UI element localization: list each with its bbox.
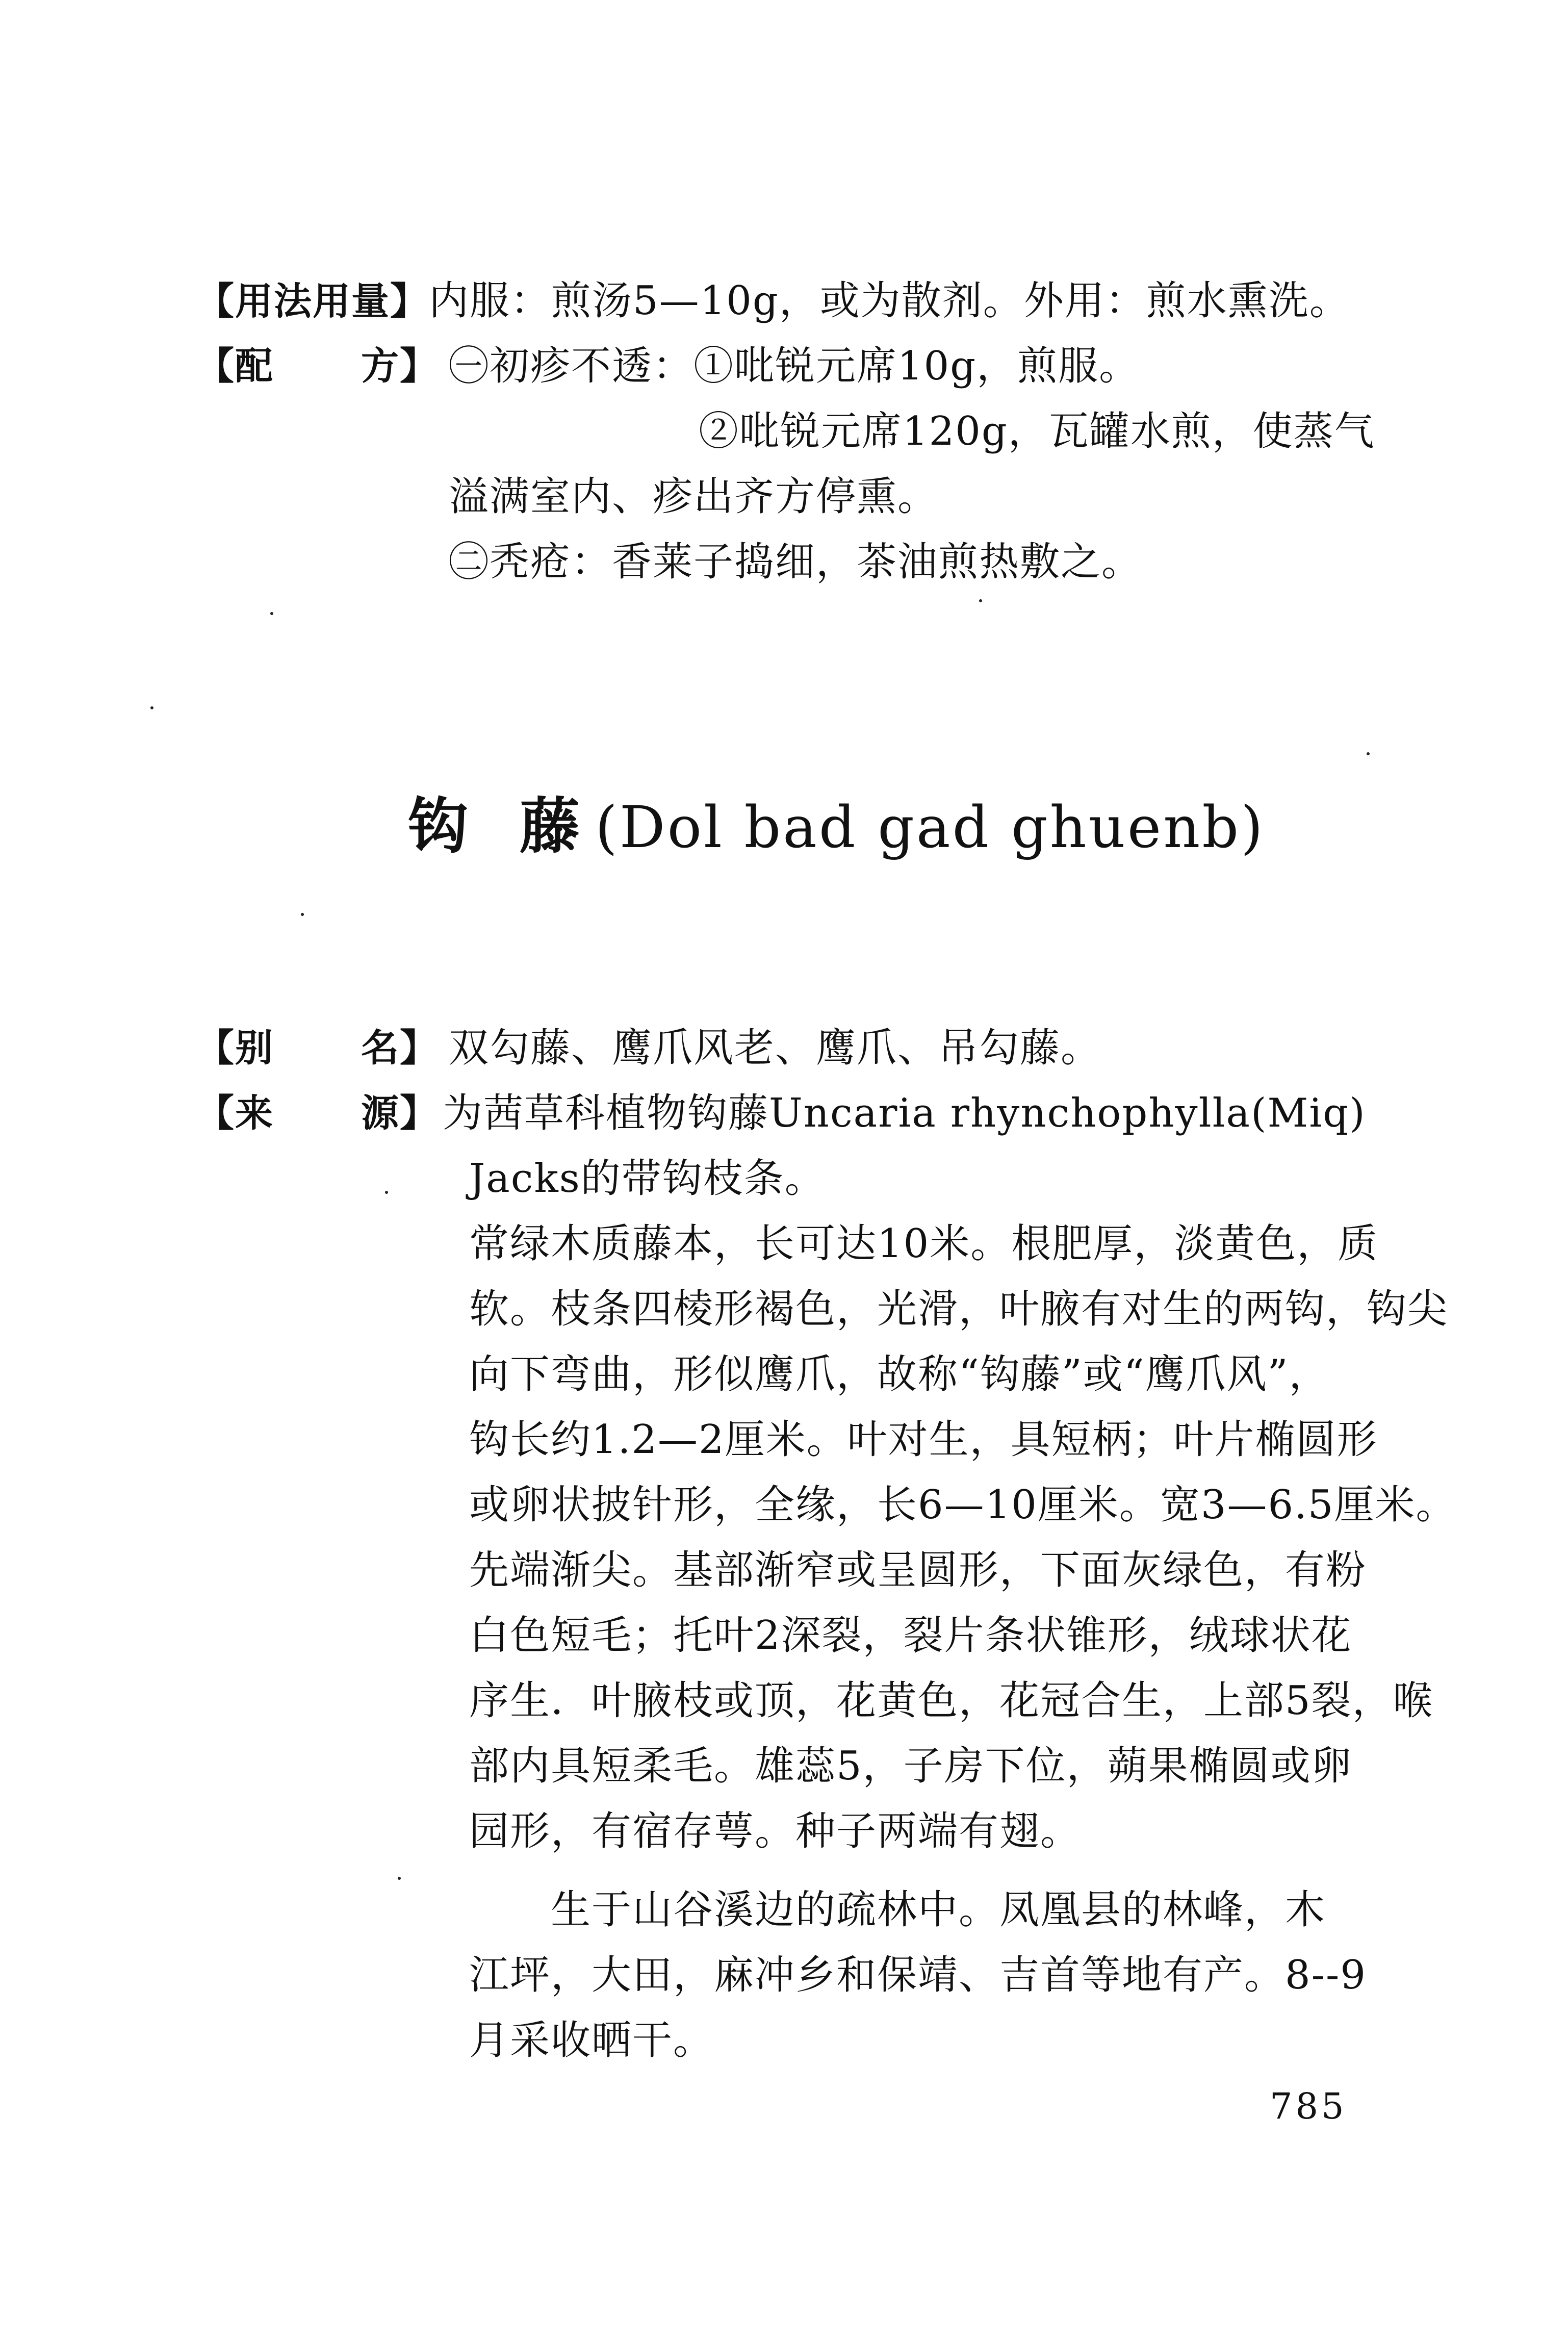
description-line (469, 1741, 1352, 1792)
alias-label-right: 名】 (361, 1026, 439, 1070)
habitat-text: 月采收晒干。 (469, 2018, 714, 2063)
source-line-1 (196, 1088, 1366, 1139)
alias-text: 双勾藤、鹰爪风老、鹰爪、吊勾藤。 (449, 1025, 1102, 1071)
description-line (469, 1479, 1457, 1530)
habitat-line (551, 1884, 1326, 1935)
source-label (196, 1088, 439, 1139)
description-line (469, 1349, 1330, 1400)
source-label-right: 源】 (361, 1091, 439, 1135)
description-text: 或卵状披针形，全缘，长6—10厘米。宽3—6.5厘米。 (469, 1482, 1457, 1528)
prescription-label-left: 【配 (196, 344, 274, 388)
description-text: 园形，有宿存萼。种子两端有翅。 (469, 1808, 1082, 1854)
usage-label: 【用法用量】 (196, 279, 429, 323)
source-text-2: Jacks的带钩枝条。 (469, 1156, 826, 1202)
description-text: 软。枝条四棱形褐色，光滑，叶腋有对生的两钩，钩尖 (469, 1286, 1449, 1332)
source-label-left: 【来 (196, 1091, 274, 1135)
prescription-label-right: 方】 (361, 344, 439, 388)
prescription-text-1: ㊀初疹不透：①吡锐元席10g，煎服。 (449, 343, 1140, 389)
description-text: 序生．叶腋枝或顶，花黄色，花冠合生，上部5裂，喉 (469, 1678, 1434, 1724)
habitat-line (469, 1950, 1367, 2001)
description-line (469, 1218, 1378, 1269)
prescription-text-3: 溢满室内、疹出齐方停熏。 (449, 474, 939, 520)
prescription-line-4 (449, 537, 1142, 588)
description-line (469, 1545, 1367, 1596)
alias-label-left: 【别 (196, 1026, 274, 1070)
description-line (469, 1414, 1378, 1465)
scan-speck (979, 599, 982, 602)
page-number: 785 (1270, 2085, 1347, 2127)
scan-speck (301, 913, 304, 916)
habitat-text: 生于山谷溪边的疏林中。凤凰县的林峰，木 (551, 1887, 1326, 1933)
source-line-2 (469, 1153, 826, 1204)
entry-title-latin: (Dol bad gad ghuenb) (595, 795, 1265, 861)
description-text: 常绿木质藤本，长可达10米。根肥厚，淡黄色，质 (469, 1221, 1379, 1267)
source-text-1: 为茜草科植物钩藤Uncaria rhynchophylla(Miq) (443, 1090, 1366, 1136)
prescription-line-1 (196, 341, 1140, 392)
description-text: 先端渐尖。基部渐窄或呈圆形，下面灰绿色，有粉 (469, 1547, 1367, 1593)
description-text: 向下弯曲，形似鹰爪，故称“钩藤”或“鹰爪风”， (469, 1351, 1330, 1397)
alias-label (196, 1023, 439, 1074)
usage-text: 内服：煎汤5—10g，或为散剂。外用：煎水熏洗。 (429, 278, 1350, 324)
prescription-line-3 (449, 471, 938, 522)
scan-speck (270, 612, 273, 615)
alias-line (196, 1023, 1101, 1074)
description-line (469, 1806, 1081, 1857)
prescription-text-2: ②吡锐元席120g，瓦罐水煎，使蒸气 (699, 409, 1375, 454)
scan-speck (1367, 752, 1370, 755)
description-text: 钩长约1.2—2厘米。叶对生，具短柄；叶片椭圆形 (469, 1417, 1378, 1463)
entry-title-chinese: 钩 藤 (408, 791, 596, 861)
scan-speck (398, 1877, 401, 1880)
usage-line (196, 275, 1350, 327)
prescription-label (196, 341, 439, 392)
scan-speck (150, 706, 153, 709)
habitat-text: 江坪，大田，麻冲乡和保靖、吉首等地有产。8--9 (469, 1952, 1367, 1998)
description-text: 白色短毛；托叶2深裂，裂片条状锥形，绒球状花 (469, 1613, 1352, 1658)
prescription-text-4: ㊁秃疮：香莱子捣细，茶油煎热敷之。 (449, 539, 1143, 585)
description-line (469, 1610, 1352, 1661)
description-text: 部内具短柔毛。雄蕊5，子房下位，蒴果椭圆或卵 (469, 1743, 1352, 1789)
entry-heading (408, 788, 1265, 866)
habitat-line (469, 2015, 714, 2066)
prescription-line-2 (699, 406, 1375, 457)
description-line (469, 1284, 1448, 1335)
description-line (469, 1675, 1434, 1726)
scan-speck (385, 1191, 388, 1194)
